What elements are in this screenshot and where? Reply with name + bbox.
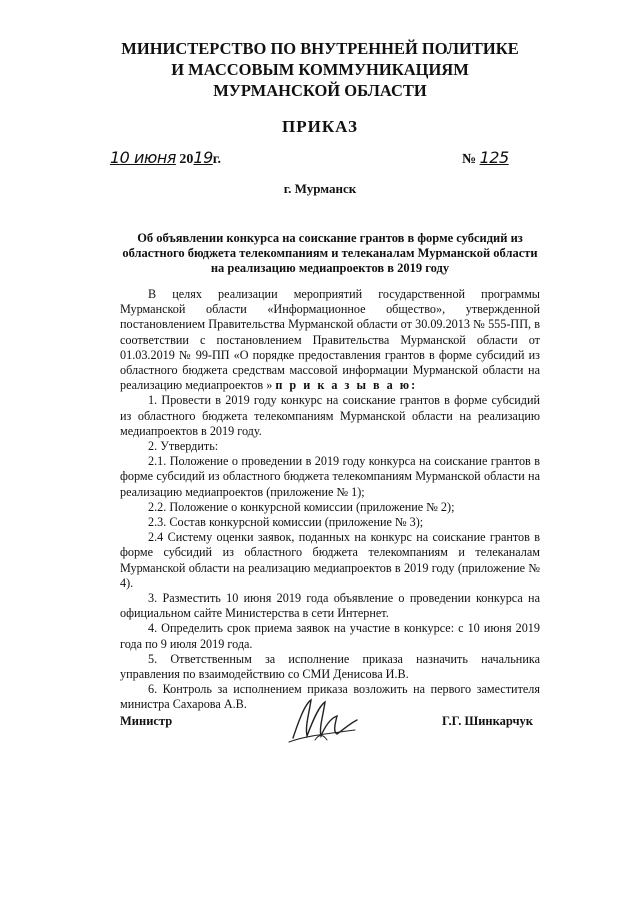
ministry-line-1: МИНИСТЕРСТВО ПО ВНУТРЕННЕЙ ПОЛИТИКЕ	[121, 39, 519, 58]
signatory-name: Г.Г. Шинкарчук	[442, 714, 533, 728]
date-day-month: 10 июня	[110, 148, 176, 167]
paragraph-4: 4. Определить срок приема заявок на участие в конкурсе: с 10 июня 2019 года по 9 июля 2019 года.	[120, 621, 540, 651]
date-year-prefix: 20	[179, 152, 194, 167]
ministry-name	[0, 38, 640, 101]
paragraph-2: 2. Утвердить:	[148, 439, 219, 454]
order-date	[110, 148, 221, 168]
intro-command: п р и к а з ы в а ю:	[275, 378, 418, 393]
paragraph-5: 5. Ответственным за исполнение приказа назначить начальника управления по взаимодействию со СМИ Денисова И.В.	[120, 651, 540, 682]
date-suffix: г.	[212, 152, 222, 167]
signatory-position: Министр	[120, 714, 173, 728]
handwritten-signature	[285, 690, 365, 750]
date-year: 19	[193, 148, 213, 167]
paragraph-1: 1. Провести в 2019 году конкурс на соискание грантов в форме субсидий из областного бюджета телекомпаниям Мурманской области на реализацию медиапроектов в 2019 году.	[120, 393, 540, 438]
order-subject: Об объявлении конкурса на соискание грантов в форме субсидий из областного бюджета телекомпаниям и телеканалам Мурманской области на реализацию медиапроектов в 2019 году	[122, 231, 538, 275]
paragraph-2-1: 2.1. Положение о проведении в 2019 году конкурса на соискание грантов в форме субсидий из областного бюджета телекомпаниям Мурманской области на реализацию медиапроектов (приложение № 1);	[120, 454, 540, 499]
order-body	[120, 287, 540, 713]
paragraph-3: 3. Разместить 10 июня 2019 года объявление о проведении конкурса на официальном сайте Министерства в сети Интернет.	[120, 591, 540, 621]
number-value: 125	[479, 148, 509, 167]
ministry-line-2: И МАССОВЫМ КОММУНИКАЦИЯМ	[171, 60, 469, 79]
paragraph-6: 6. Контроль за исполнением приказа возложить на первого заместителя министра Сахарова А.В.	[120, 682, 540, 712]
paragraph-2-2: 2.2. Положение о конкурсной комиссии (приложение № 2);	[148, 499, 455, 514]
paragraph-intro	[120, 287, 540, 393]
order-number	[462, 148, 509, 168]
order-title: ПРИКАЗ	[282, 117, 358, 136]
paragraph-2-3: 2.3. Состав конкурсной комиссии (приложение № 3);	[148, 515, 424, 530]
ministry-line-3: МУРМАНСКОЙ ОБЛАСТИ	[213, 81, 427, 100]
intro-text: В целях реализации мероприятий государственной программы Мурманской области «Информационное общество», утвержденной постановлением Правительства Мурманской области от 30.09.2013 № 555-ПП, в соответствии с постановлением Правительства Мурманской области от 01.03.2019 № 99-ПП «О порядке предоставления грантов в форме субсидий из областного бюджета средствам массовой информации Мурманской области на реализацию медиапроектов »	[120, 287, 540, 393]
paragraph-2-4: 2.4 Систему оценки заявок, поданных на конкурс на соискание грантов в форме субсидий из областного бюджета телекомпаниям и телеканалам Мурманской области на реализацию медиапроектов в 2019 году (приложение № 4).	[120, 530, 540, 590]
number-label: №	[462, 152, 477, 167]
city: г. Мурманск	[283, 181, 357, 196]
